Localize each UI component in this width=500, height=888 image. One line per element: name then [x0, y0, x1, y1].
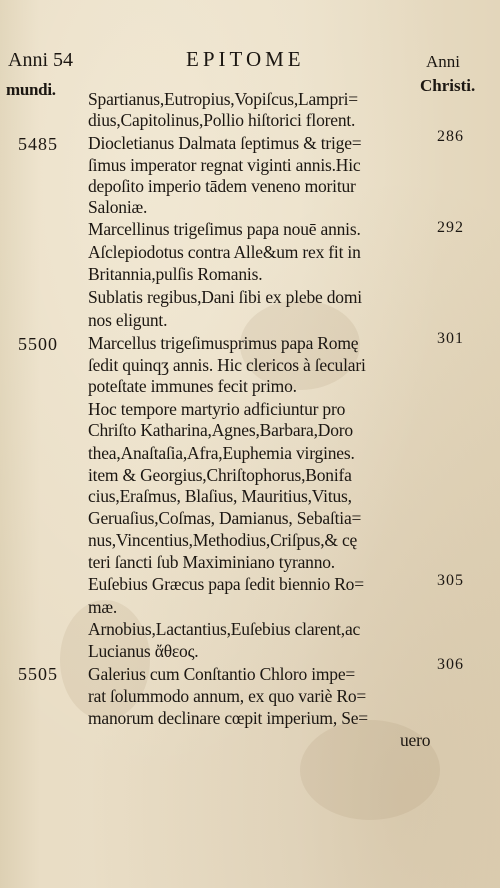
text-line: Galerius cum Conſtantio Chloro impe= — [88, 664, 356, 684]
text-line: dius,Capitolinus,Pollio hiſtorici florent. — [88, 110, 356, 130]
text-line: Marcellus trigeſimusprimus papa Romę — [88, 333, 359, 353]
year-christi: 286 — [437, 128, 464, 145]
text-line: ſedit quinqʒ annis. Hic clericos à ſeculari — [88, 355, 366, 375]
year-christi: 306 — [437, 656, 464, 673]
text-line: Sublatis regibus,Dani ſibi ex plebe domi — [88, 287, 362, 307]
header-left-sub: mundi. — [6, 80, 56, 99]
text-line: cius,Eraſmus, Blaſius, Mauritius,Vitus, — [88, 486, 352, 506]
text-line: Aſclepiodotus contra Alle&um rex fit in — [88, 242, 361, 262]
text-line: Hoc tempore martyrio adficiuntur pro — [88, 399, 346, 419]
catchword: uero — [400, 730, 431, 750]
year-mundi: 5505 — [18, 664, 58, 684]
text-line: Saloniæ. — [88, 197, 148, 217]
text-line: Arnobius,Lactantius,Euſebius clarent,ac — [88, 619, 361, 639]
text-line: manorum declinare cœpit imperium, Se= — [88, 708, 368, 728]
text-line: Chriſto Katharina,Agnes,Barbara,Doro — [88, 420, 353, 440]
text-line: ſimus imperator regnat viginti annis.Hic — [88, 155, 361, 175]
text-line: Diocletianus Dalmata ſeptimus & trige= — [88, 133, 362, 153]
text-line: poteſtate immunes fecit primo. — [88, 376, 297, 396]
text-line: teri ſancti ſub Maximiniano tyranno. — [88, 552, 335, 572]
year-mundi: 5485 — [18, 134, 58, 154]
text-line: Britannia,pulſis Romanis. — [88, 264, 263, 284]
text-line: Lucianus ἄθεος. — [88, 641, 199, 661]
year-christi: 292 — [437, 219, 464, 236]
year-mundi: 5500 — [18, 334, 58, 354]
year-christi: 301 — [437, 330, 464, 347]
text-line: item & Georgius,Chriſtophorus,Bonifa — [88, 465, 352, 485]
year-christi: 305 — [437, 572, 464, 589]
header-right: Anni — [426, 52, 460, 71]
running-title: EPITOME — [186, 47, 305, 71]
text-line: depoſito imperio tādem veneno moritur — [88, 176, 356, 196]
header-right-sub: Christi. — [420, 76, 476, 95]
text-line: rat ſolummodo annum, ex quo variè Ro= — [88, 686, 367, 706]
text-line: Spartianus,Eutropius,Vopiſcus,Lampri= — [88, 89, 358, 109]
text-line: thea,Anaſtaſia,Afra,Euphemia virgines. — [88, 443, 355, 463]
text-line: Geruaſius,Coſmas, Damianus, Sebaſtia= — [88, 508, 362, 528]
text-line: nos eligunt. — [88, 310, 168, 330]
text-line: mæ. — [88, 597, 118, 617]
text-line: Euſebius Græcus papa ſedit biennio Ro= — [88, 574, 364, 594]
text-line: Marcellinus trigeſimus papa nouē annis. — [88, 219, 361, 239]
header-left: Anni 54 — [8, 49, 73, 71]
text-line: nus,Vincentius,Methodius,Criſpus,& cę — [88, 530, 358, 550]
